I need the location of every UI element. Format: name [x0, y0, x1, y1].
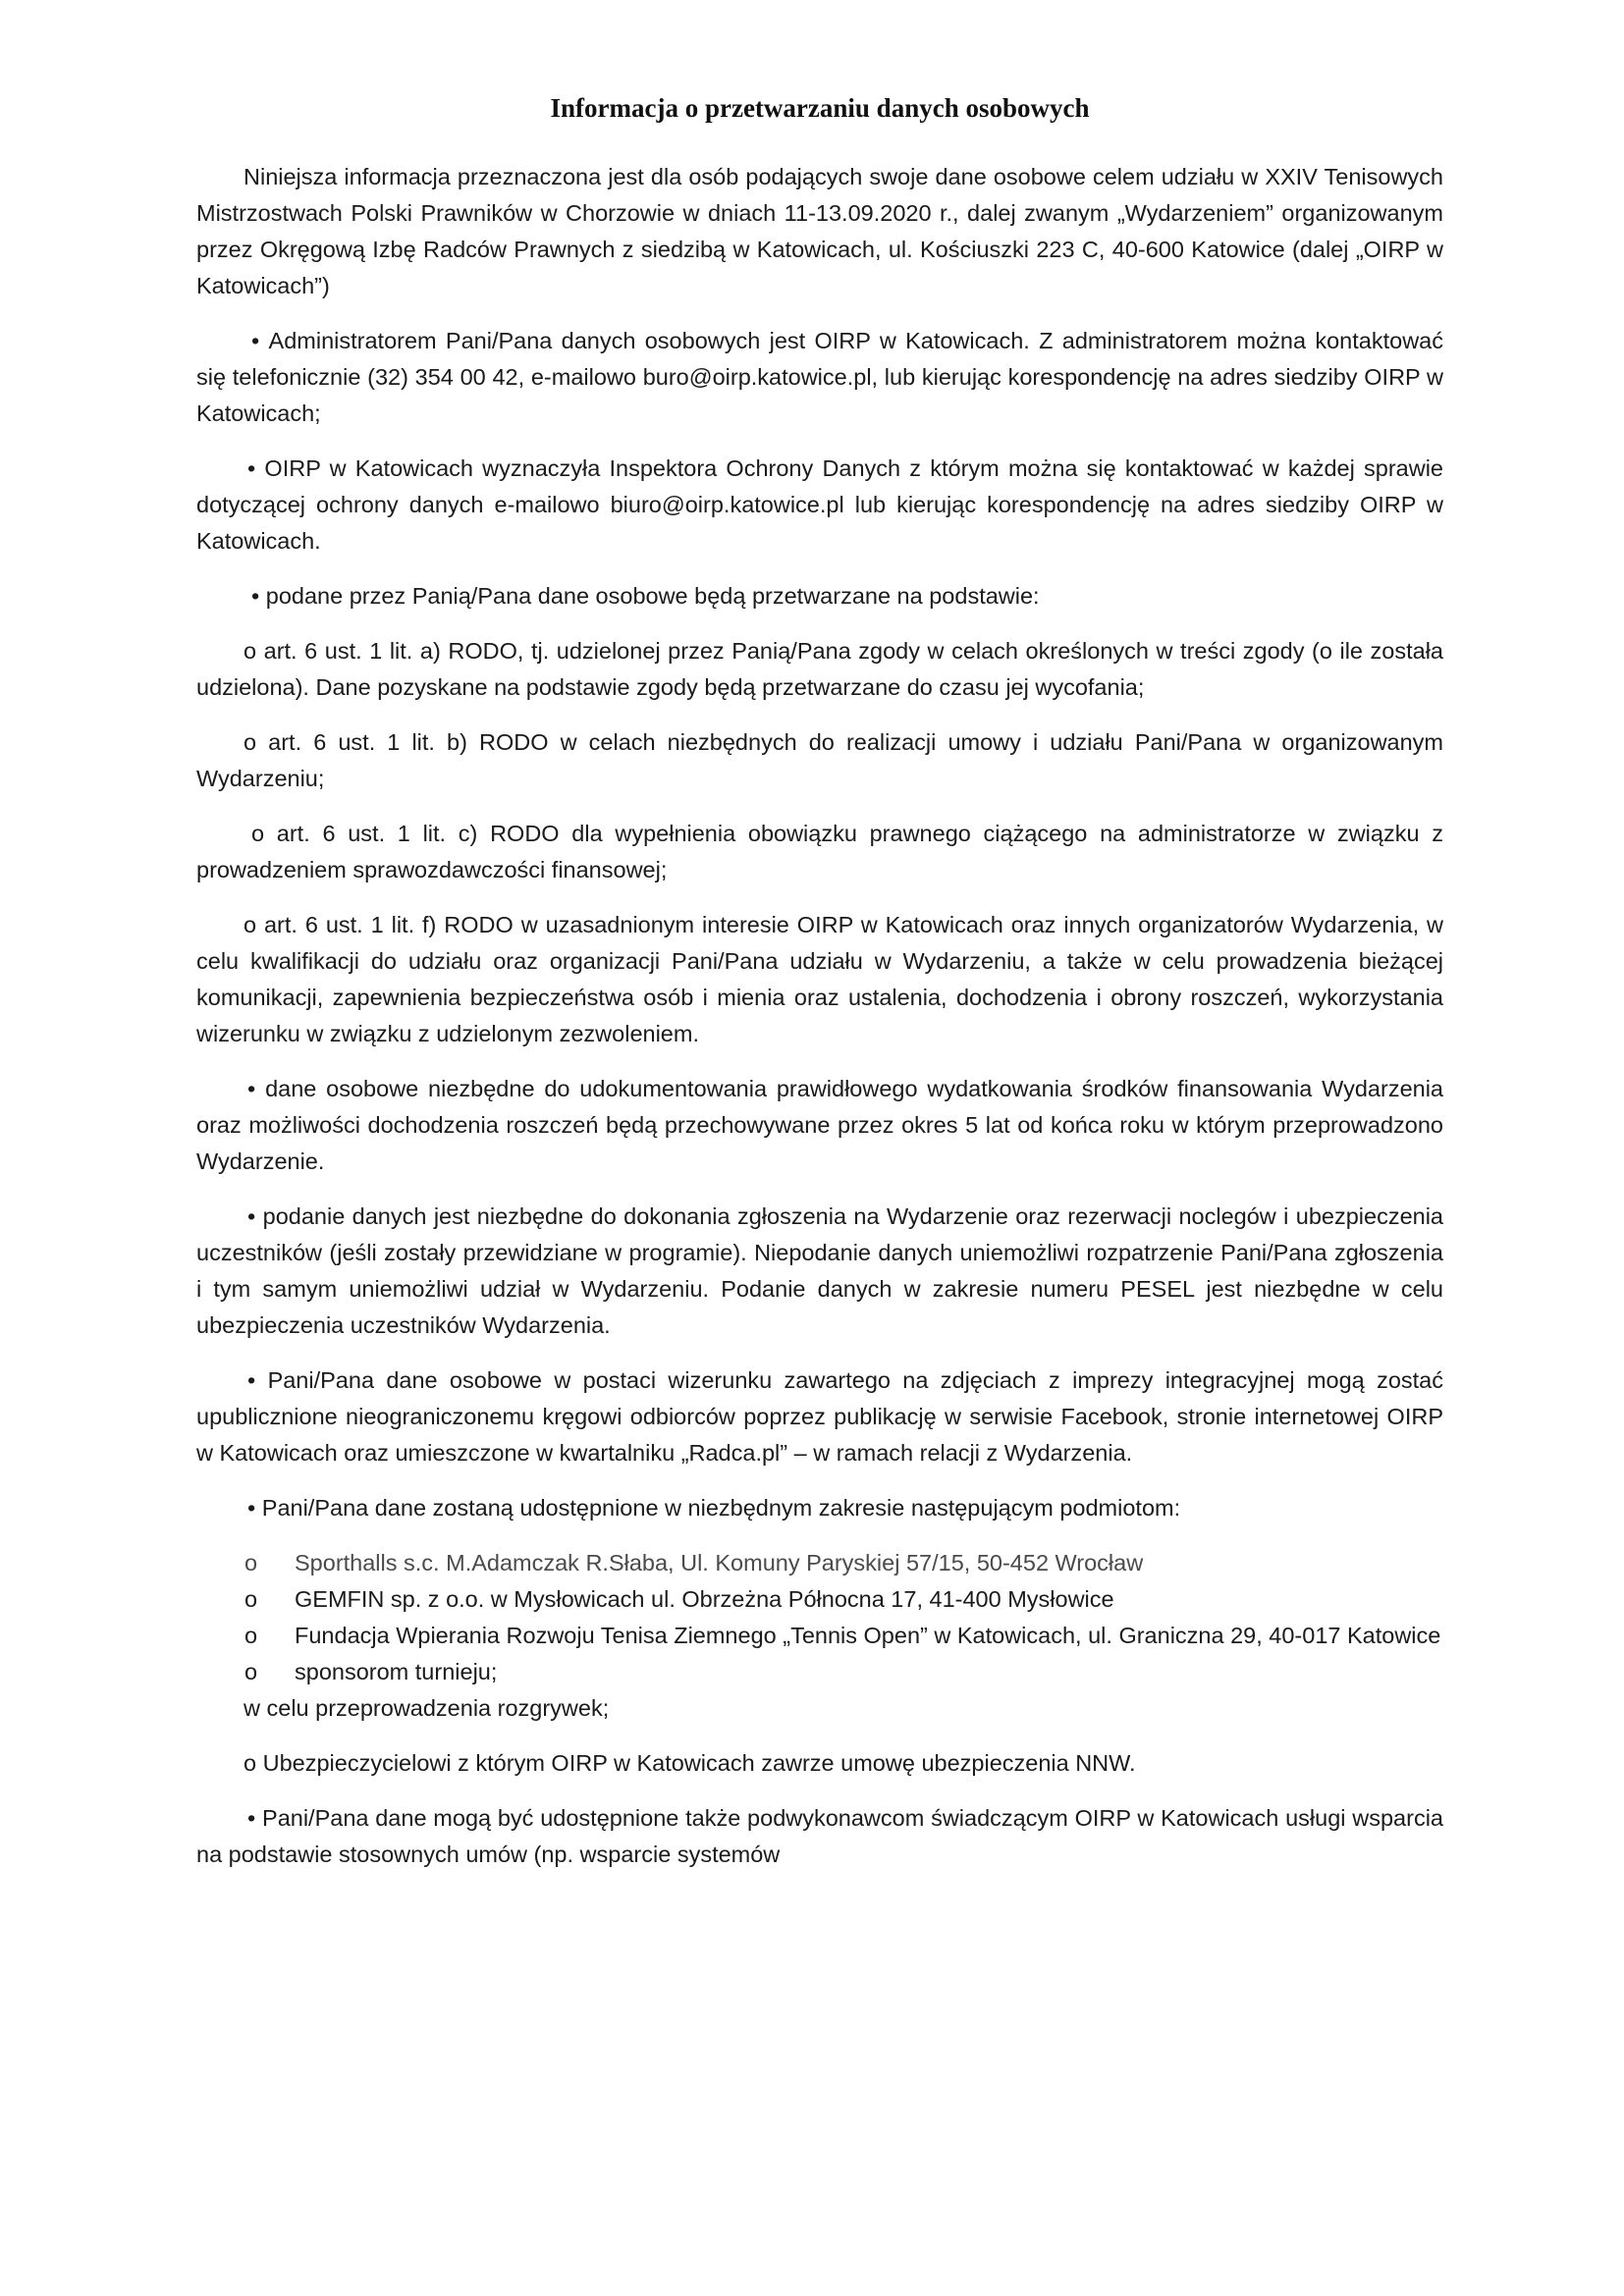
bullet-text: • podane przez Panią/Pana dane osobowe będą przetwarzane na podstawie:	[251, 583, 1040, 609]
bullet-text: • dane osobowe niezbędne do udokumentowania prawidłowego wydatkowania środków finansowania Wydarzenia oraz możliwości dochodzenia roszczeń będą przechowywane przez okres 5 lat od końca roku w którym przeprowadzono Wydarzenie.	[196, 1076, 1443, 1174]
list-marker: o	[244, 1586, 258, 1612]
legal-basis-c: o art. 6 ust. 1 lit. c) RODO dla wypełnienia obowiązku prawnego ciążącego na administratorze w związku z prowadzeniem sprawozdawczości finansowej;	[196, 821, 1443, 882]
legal-basis-a: o art. 6 ust. 1 lit. a) RODO, tj. udzielonej przez Panią/Pana zgody w celach określonych w treści zgody (o ile została udzielona). Dane pozyskane na podstawie zgody będą przetwarzane do czasu jej wycofania;	[196, 638, 1443, 700]
bullet-administrator	[196, 323, 1443, 432]
bullet-text: • OIRP w Katowicach wyznaczyła Inspektora Ochrony Danych z którym można się kontaktować w każdej sprawie dotyczącej ochrony danych e-mailowo biuro@oirp.katowice.pl lub kierując korespondencję na adres siedziby OIRP w Katowicach.	[196, 455, 1443, 554]
list-item	[244, 1654, 1443, 1690]
document-body	[196, 159, 1443, 1892]
insurer-paragraph: o Ubezpieczycielowi z którym OIRP w Katowicach zawrze umowę ubezpieczenia NNW.	[244, 1750, 1136, 1776]
recipient-text: Fundacja Wpierania Rozwoju Tenisa Ziemnego „Tennis Open” w Katowicach, ul. Graniczna 29, 40-017 Katowice	[295, 1623, 1441, 1648]
bullet-text: • podanie danych jest niezbędne do dokonania zgłoszenia na Wydarzenie oraz rezerwacji noclegów i ubezpieczenia uczestników (jeśli zostały przewidziane w programie). Niepodanie danych uniemożliwi rozpatrzenie Pani/Pana zgłoszenia i tym samym uniemożliwi udział w Wydarzeniu. Podanie danych w zakresie numeru PESEL jest niezbędne w celu ubezpieczenia uczestników Wydarzenia.	[196, 1203, 1443, 1338]
list-item	[244, 1581, 1443, 1618]
bullet-text: • Pani/Pana dane osobowe w postaci wizerunku zawartego na zdjęciach z imprezy integracyjnej mogą zostać upublicznione nieograniczonemu kręgowi odbiorców poprzez publikację w serwisie Facebook, stronie internetowej OIRP w Katowicach oraz umieszczone w kwartalniku „Radca.pl” – w ramach relacji z Wydarzenia.	[196, 1367, 1443, 1466]
legal-basis-b: o art. 6 ust. 1 lit. b) RODO w celach niezbędnych do realizacji umowy i udziału Pani/Pana w organizowanym Wydarzeniu;	[196, 729, 1443, 791]
list-marker: o	[244, 1659, 258, 1684]
recipients-list	[196, 1545, 1443, 1690]
bullet-required-data	[196, 1199, 1443, 1344]
intro-paragraph: Niniejsza informacja przeznaczona jest dla osób podających swoje dane osobowe celem udziału w XXIV Tenisowych Mistrzostwach Polski Prawników w Chorzowie w dniach 11-13.09.2020 r., dalej zwanym „Wydarzeniem” organizowanym przez Okręgową Izbę Radców Prawnych z siedzibą w Katowicach, ul. Kościuszki 223 C, 40-600 Katowice (dalej „OIRP w Katowicach”)	[196, 164, 1443, 298]
recipient-text: Sporthalls s.c. M.Adamczak R.Słaba, Ul. Komuny Paryskiej 57/15, 50-452 Wrocław	[295, 1550, 1144, 1575]
recipients-purpose: w celu przeprowadzenia rozgrywek;	[244, 1695, 610, 1721]
document-title: Informacja o przetwarzaniu danych osobowych	[550, 93, 1090, 123]
list-marker: o	[244, 1550, 258, 1575]
bullet-image-publication	[196, 1362, 1443, 1471]
recipient-text: sponsorom turnieju;	[295, 1659, 498, 1684]
bullet-text: • Pani/Pana dane mogą być udostępnione także podwykonawcom świadczącym OIRP w Katowicach usługi wsparcia na podstawie stosownych umów (np. wsparcie systemów	[196, 1805, 1443, 1867]
legal-basis-f: o art. 6 ust. 1 lit. f) RODO w uzasadnionym interesie OIRP w Katowicach oraz innych organizatorów Wydarzenia, w celu kwalifikacji do udziału oraz organizacji Pani/Pana udziału w Wydarzeniu, a także w celu prowadzenia bieżącej komunikacji, zapewnienia bezpieczeństwa osób i mienia oraz ustalenia, dochodzenia i obrony roszczeń, wykorzystania wizerunku w związku z udzielonym zezwoleniem.	[196, 912, 1443, 1046]
bullet-retention	[196, 1071, 1443, 1180]
bullet-text: • Pani/Pana dane zostaną udostępnione w niezbędnym zakresie następującym podmiotom:	[247, 1495, 1180, 1521]
recipient-text: GEMFIN sp. z o.o. w Mysłowicach ul. Obrzeżna Północna 17, 41-400 Mysłowice	[295, 1586, 1114, 1612]
bullet-subcontractors	[196, 1800, 1443, 1873]
list-item	[244, 1618, 1443, 1654]
bullet-legal-basis	[196, 578, 1443, 614]
bullet-text: • Administratorem Pani/Pana danych osobowych jest OIRP w Katowicach. Z administratorem można kontaktować się telefonicznie (32) 354 00 42, e-mailowo buro@oirp.katowice.pl, lub kierując korespondencję na adres siedziby OIRP w Katowicach;	[196, 328, 1443, 426]
bullet-iod	[196, 451, 1443, 560]
list-item	[244, 1545, 1443, 1581]
list-marker: o	[244, 1623, 258, 1648]
bullet-recipients	[196, 1490, 1443, 1526]
